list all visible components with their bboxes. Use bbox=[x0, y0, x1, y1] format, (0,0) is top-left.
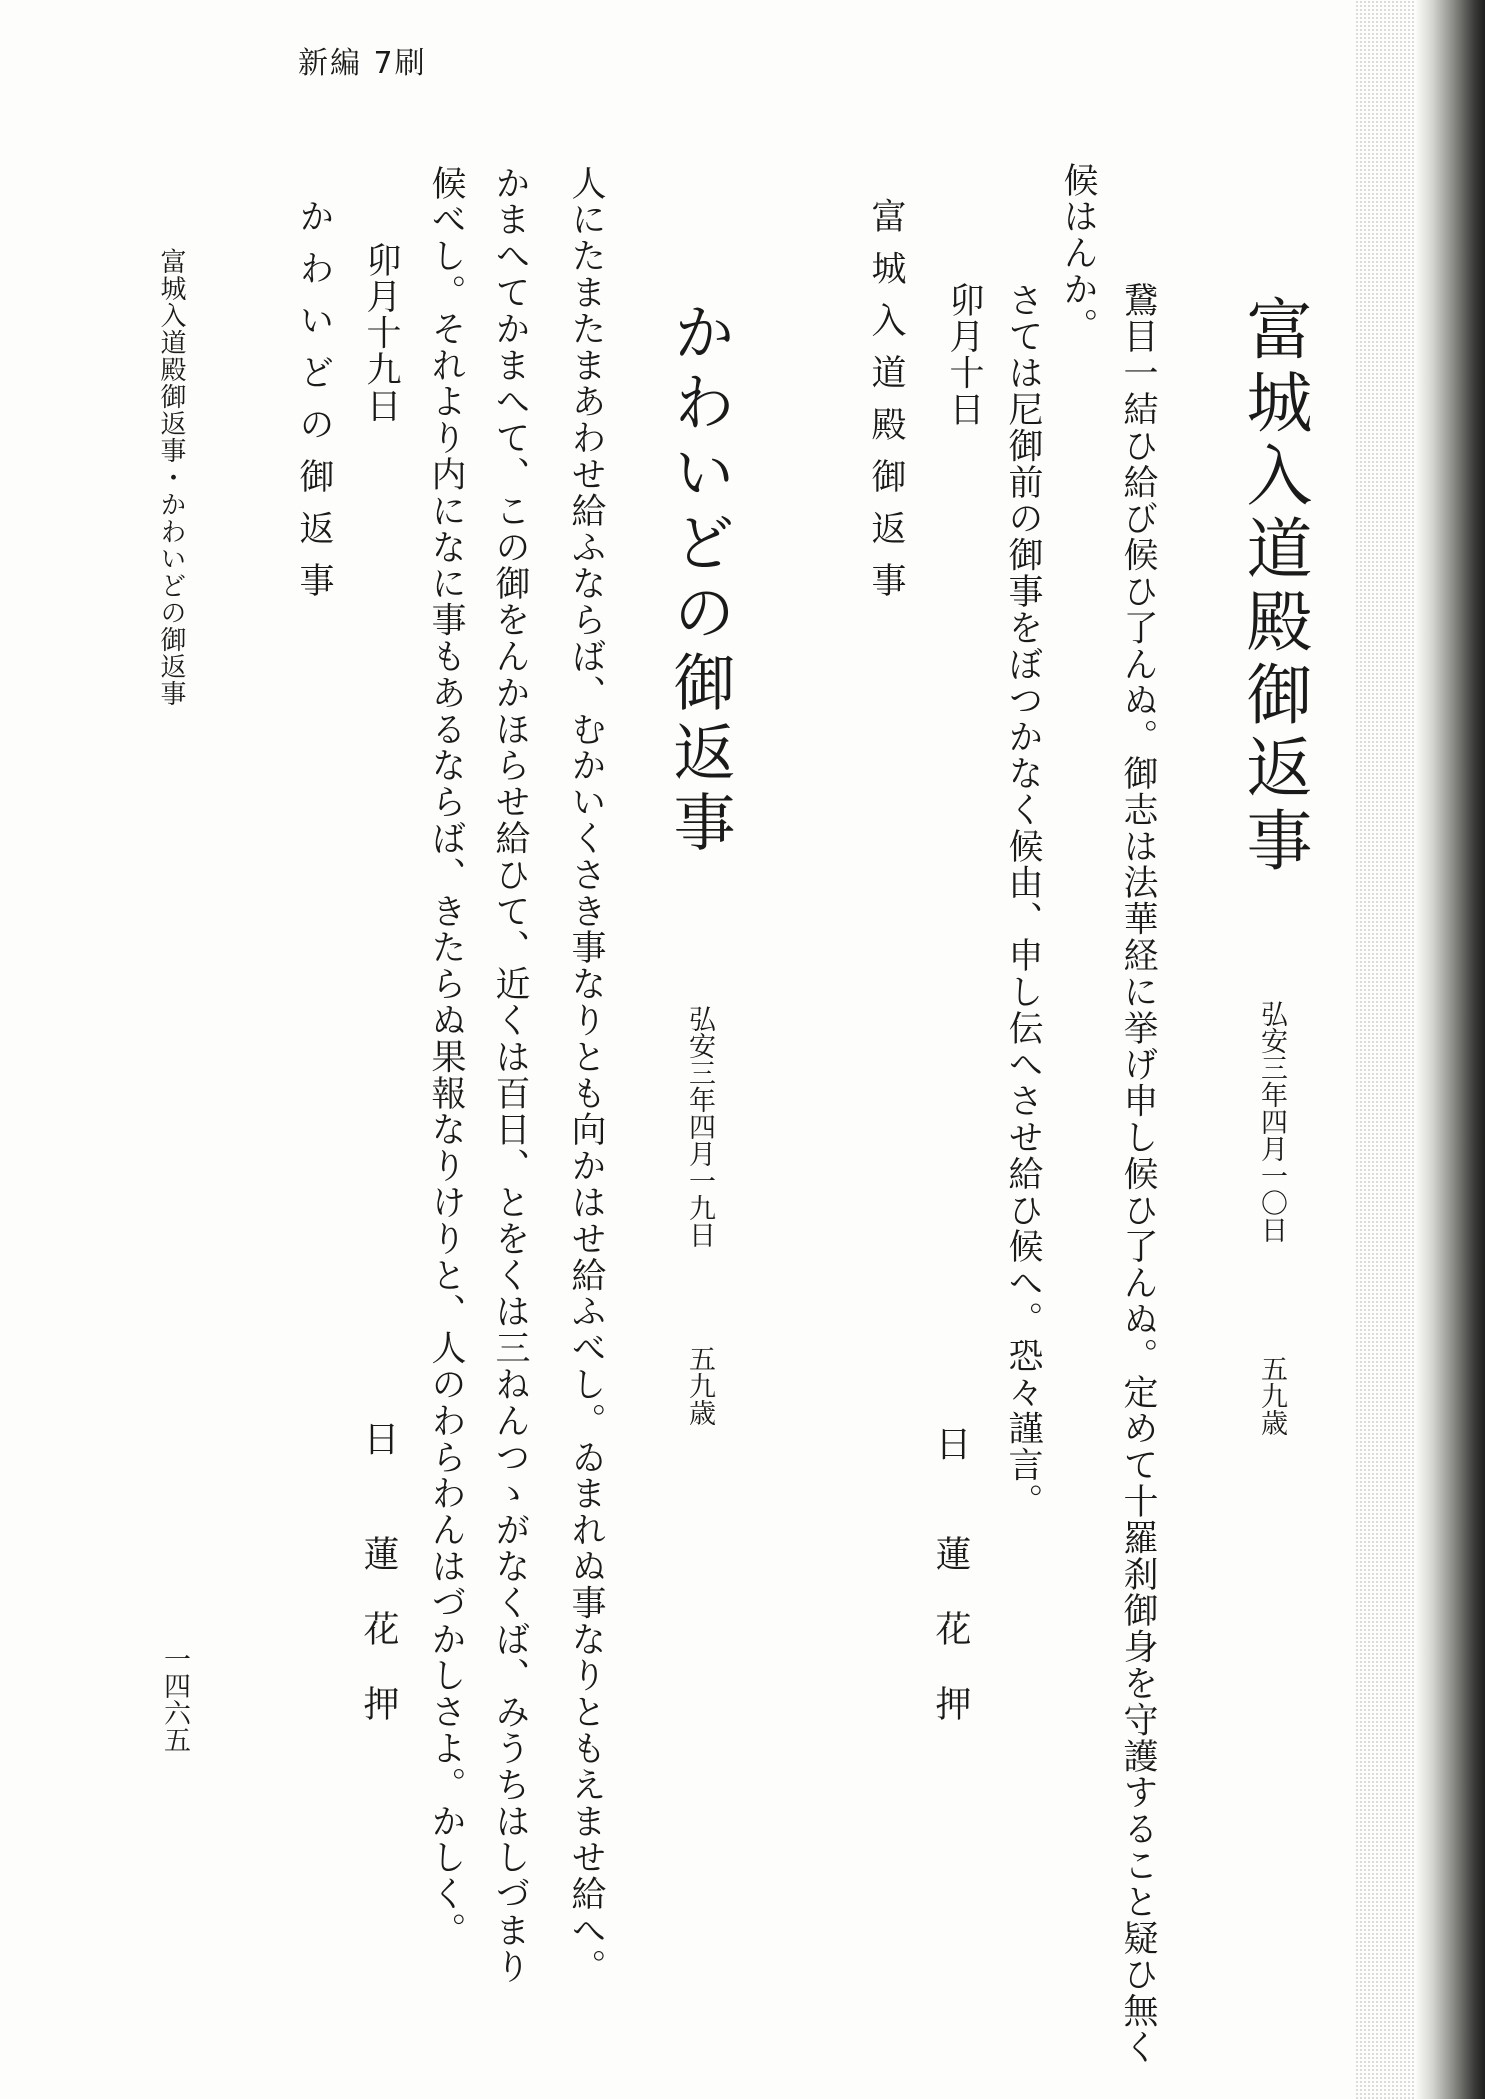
letter2-closing-date: 卯月十九日 bbox=[361, 242, 401, 424]
letter2-date: 弘安三年四月一九日 bbox=[684, 1005, 715, 1248]
letter2-line-3: 候べし。それより内になに事もあるならば、きたらぬ果報なりけりと、人のわらわんはづかしさよ。かしく。 bbox=[426, 165, 466, 1949]
letter1-closing-date: 卯月十日 bbox=[944, 282, 984, 428]
letter1-age: 五九歳 bbox=[1256, 1355, 1287, 1436]
letter1-line-2: さては尼御前の御事をぼつかなく候由、申し伝へさせ給ひ候へ。恐々謹言。 bbox=[1003, 282, 1043, 1520]
edition-label: 新編 7刷 bbox=[298, 46, 427, 81]
letter2-line-2: かまへてかまへて、この御をんかほらせ給ひて、近くは百日、とをくは三ねんつゝがなくば、みうちはしづまり bbox=[490, 165, 530, 1985]
letter2-addressee: かわいどの御返事 bbox=[294, 198, 334, 614]
book-gutter-shadow bbox=[1415, 0, 1485, 2099]
letter1-signature-ren: 蓮 bbox=[930, 1535, 971, 1571]
letter2-age: 五九歳 bbox=[684, 1345, 715, 1426]
letter1-signature-oshi: 押 bbox=[930, 1685, 971, 1721]
page-number: 一四六五 bbox=[159, 1645, 190, 1753]
letter1-line-1: 鵞目一結ひ給び候ひ了んぬ。御志は法華経に挙げ申し候ひ了んぬ。定めて十羅刹御身を守護すること疑ひ無く bbox=[1118, 282, 1158, 2066]
letter2-title: かわいどの御返事 bbox=[663, 300, 736, 860]
letter1-addressee: 富城入道殿御返事 bbox=[866, 198, 906, 614]
letter1-date: 弘安三年四月一〇日 bbox=[1256, 1000, 1287, 1243]
letter1-signature-nichi: 日 bbox=[930, 1425, 971, 1461]
letter1-title: 富城入道殿御返事 bbox=[1235, 295, 1312, 879]
letter1-signature-ka: 花 bbox=[930, 1610, 971, 1646]
letter2-signature-ren: 蓮 bbox=[358, 1535, 399, 1571]
letter2-signature-nichi: 日 bbox=[358, 1420, 399, 1456]
letter1-line-continuation: 候はんか。 bbox=[1058, 162, 1098, 344]
letter2-signature-ka: 花 bbox=[358, 1610, 399, 1646]
gutter-texture bbox=[1355, 0, 1415, 2099]
letter2-signature-oshi: 押 bbox=[358, 1685, 399, 1721]
letter2-line-1: 人にたまたまあわせ給ふならば、むかいくさき事なりとも向かはせ給ふべし。ゐまれぬ事なりともえませ給へ。 bbox=[566, 165, 606, 1985]
running-title: 富城入道殿御返事・かわいどの御返事 bbox=[156, 248, 186, 707]
